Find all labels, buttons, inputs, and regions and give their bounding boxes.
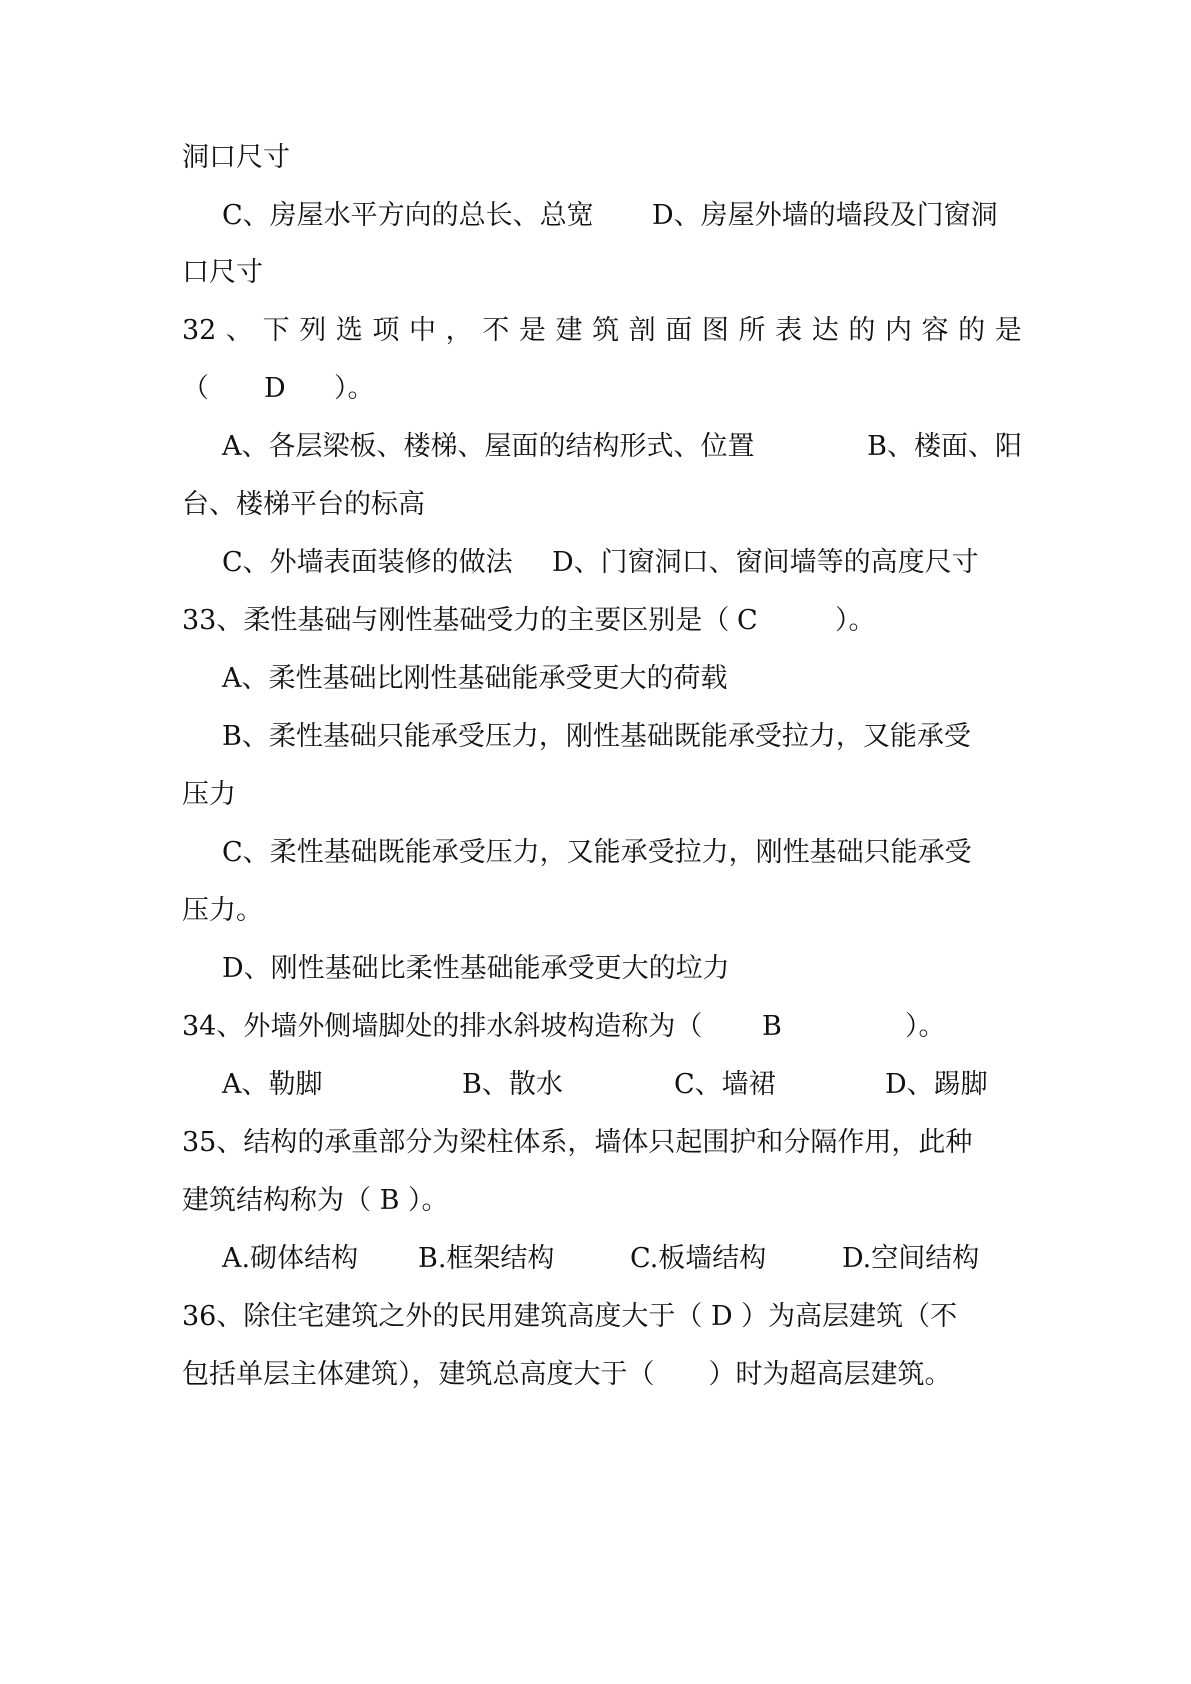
q33-option-c-continued: 压力。 [182,895,263,926]
q32-stem-char: ， [445,315,473,346]
q32-stem-char: 达 [811,315,839,346]
q32-stem-char: 下 [262,315,290,346]
q33-option-a: A、柔性基础比刚性基础能承受更大的荷载 [222,663,728,694]
q32-stem-char: 剖 [628,315,656,346]
q31-option-d-continued: 口尺寸 [182,257,263,288]
q32-stem-char: 图 [701,315,729,346]
q33-option-d: D、刚性基础比柔性基础能承受更大的垃力 [222,953,730,984]
q32-stem-char: 面 [665,315,693,346]
q34-options [222,1065,1022,1105]
q32-stem-line-1 [182,311,1022,351]
q32-option-d: D、门窗洞口、窗间墙等的高度尺寸 [552,547,979,578]
q32-stem-char: 建 [555,315,583,346]
q32-stem-char: 不 [482,315,510,346]
q35-option-c: C.板墙结构 [630,1243,767,1274]
q35-option-a: A.砌体结构 [222,1243,359,1274]
q32-stem-char: 容 [921,315,949,346]
q33-option-b: B、柔性基础只能承受压力，刚性基础既能承受拉力，又能承受 [222,721,971,752]
q32-stem-char: 筑 [592,315,620,346]
q34-close: ）。 [905,1011,946,1042]
q36-stem-line-2: 包括单层主体建筑），建筑总高度大于（ ）时为超高层建筑。 [182,1359,952,1390]
q32-stem-char: 是 [518,315,546,346]
q31-tail-line: 洞口尺寸 [182,142,290,173]
q34-option-c: C、墙裙 [674,1069,776,1100]
q35-options [222,1239,1022,1279]
q32-close-paren: ）。 [334,373,375,404]
q32-stem-char: 、 [225,315,253,346]
q32-option-b: B、楼面、阳 [867,431,1022,462]
q32-stem-char: 的 [848,315,876,346]
q32-stem-char: 的 [958,315,986,346]
q32-stem-char: 列 [299,315,327,346]
q32-stem-line-2 [182,369,1022,409]
q34-option-d: D、踢脚 [885,1069,988,1100]
q32-open-paren: （ [182,373,209,404]
q32-stem-char: 中 [409,315,437,346]
q33-close: ）。 [835,605,876,636]
q32-stem-char: 是 [994,315,1022,346]
q32-options-cd [222,543,1022,583]
q32-stem-char: 表 [775,315,803,346]
q33-option-c: C、柔性基础既能承受压力，又能承受拉力，刚性基础只能承受 [222,837,972,868]
q33-stem-text: 33、柔性基础与刚性基础受力的主要区别是（ [182,605,730,636]
q34-answer: B [762,1011,782,1042]
q34-option-b: B、散水 [462,1069,563,1100]
q32-stem-char: 32 [182,315,217,346]
q31-option-d: D、房屋外墙的墙段及门窗洞 [652,200,998,231]
q32-options-ab [222,427,1022,467]
q32-option-b-continued: 台、楼梯平台的标高 [182,489,425,520]
q33-option-b-continued: 压力 [182,779,236,810]
q31-option-c: C、房屋水平方向的总长、总宽 [222,200,594,231]
q36-stem-line-1: 36、除住宅建筑之外的民用建筑高度大于（ D ）为高层建筑（不 [182,1301,958,1332]
q34-stem [182,1007,1022,1047]
q35-stem-line-2: 建筑结构称为（ B ）。 [182,1185,449,1216]
q31-options-cd [222,196,1022,236]
q32-stem-char: 项 [372,315,400,346]
q32-stem-char: 选 [335,315,363,346]
q33-answer: C [737,605,758,636]
q32-answer: D [264,373,286,404]
q32-option-c: C、外墙表面装修的做法 [222,547,513,578]
q32-stem-char: 所 [738,315,766,346]
q32-option-a: A、各层梁板、楼梯、屋面的结构形式、位置 [222,431,755,462]
q35-stem-line-1: 35、结构的承重部分为梁柱体系，墙体只起围护和分隔作用，此种 [182,1127,973,1158]
q33-stem [182,601,1022,641]
q34-option-a: A、勒脚 [222,1069,323,1100]
q34-stem-text: 34、外墙外侧墙脚处的排水斜坡构造称为（ [182,1011,703,1042]
q35-option-b: B.框架结构 [418,1243,555,1274]
q35-option-d: D.空间结构 [842,1243,980,1274]
q32-stem-char: 内 [884,315,912,346]
